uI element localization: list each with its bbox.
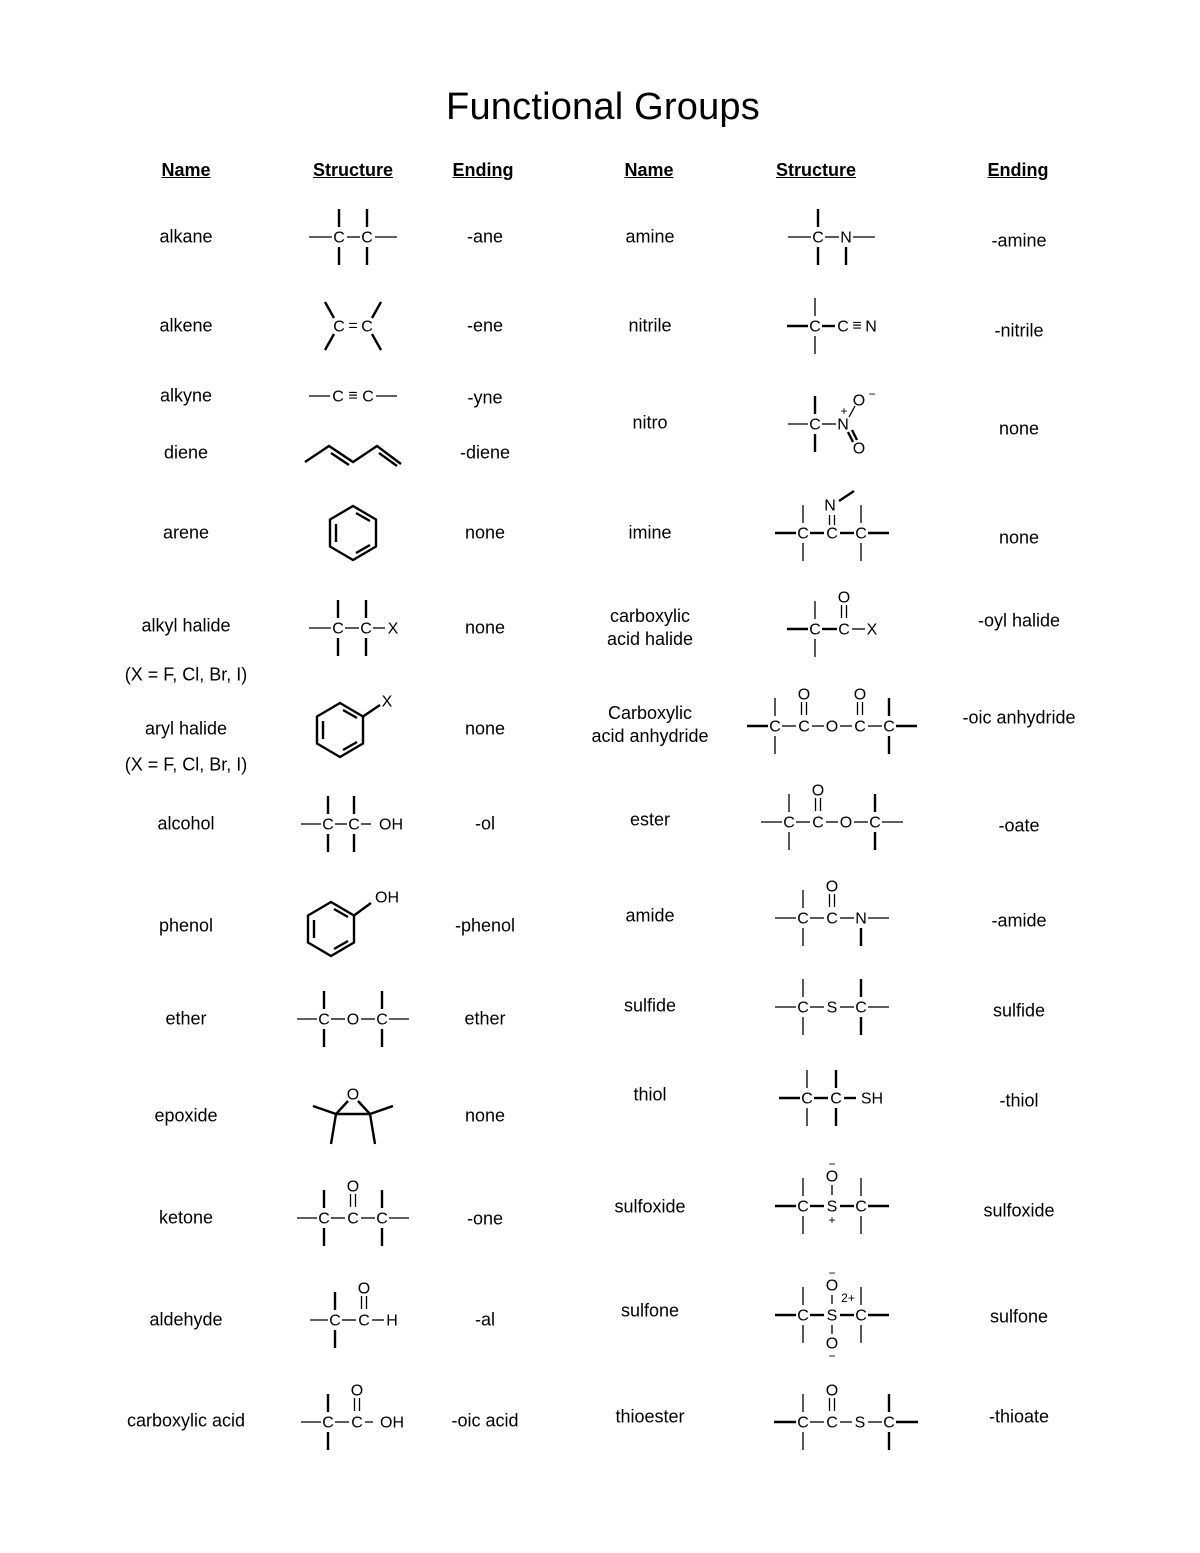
svg-text:O: O	[825, 1168, 839, 1186]
svg-text:O: O	[825, 1382, 839, 1400]
row-name: alkyl halide	[141, 615, 231, 636]
header-right-ending: Ending	[987, 160, 1049, 180]
row-name: amide	[625, 905, 675, 926]
svg-text:+: +	[828, 1213, 836, 1227]
row-name: arene	[162, 522, 210, 543]
svg-text:S: S	[826, 999, 838, 1017]
svg-text:O: O	[825, 1335, 839, 1353]
svg-text:C: C	[801, 1090, 813, 1108]
diene-structure	[301, 437, 405, 471]
alkyl-halide-structure	[303, 596, 403, 660]
row-name: diene	[163, 442, 209, 463]
row-ending: sulfone	[989, 1306, 1049, 1327]
row-ending: -ene	[466, 315, 504, 336]
thiol-structure	[776, 1066, 888, 1130]
row-ending: -one	[466, 1208, 504, 1229]
row-ending: -oyl halide	[977, 610, 1061, 631]
carboxylic-acid-structure	[297, 1383, 409, 1453]
svg-text:C: C	[360, 620, 372, 638]
row-name: Carboxylic acid anhydride	[591, 703, 709, 746]
alkene-structure	[313, 296, 393, 356]
row-ending: none	[464, 718, 506, 739]
row-ending: -nitrile	[994, 320, 1044, 341]
svg-text:2+: 2+	[841, 1291, 855, 1305]
svg-text:C: C	[318, 1210, 330, 1228]
row-name: alcohol	[157, 813, 215, 834]
svg-text:C: C	[362, 388, 374, 406]
svg-text:C: C	[348, 816, 360, 834]
row-name: nitro	[632, 412, 668, 433]
svg-text:N: N	[865, 318, 877, 336]
row-name: ether	[165, 1008, 207, 1029]
svg-text:S: S	[826, 1198, 838, 1216]
svg-text:C: C	[332, 388, 344, 406]
row-ending: none	[464, 1105, 506, 1126]
row-name: alkane	[159, 226, 213, 247]
row-ending: -amine	[991, 230, 1047, 251]
svg-text:C: C	[826, 525, 838, 543]
arene-structure	[321, 501, 385, 565]
sulfoxide-structure	[772, 1157, 892, 1244]
svg-text:C: C	[830, 1090, 842, 1108]
row-note: (X = F, Cl, Br, I)	[124, 664, 248, 685]
svg-text:C: C	[333, 229, 345, 247]
header-right-name: Name	[624, 160, 674, 180]
svg-text:O: O	[346, 1011, 360, 1029]
acid-halide-structure	[782, 590, 882, 660]
row-ending: none	[464, 617, 506, 638]
page-title: Functional Groups	[446, 86, 760, 128]
row-name: carboxylic acid	[126, 1410, 246, 1431]
row-ending: ether	[464, 1008, 506, 1029]
svg-text:C: C	[376, 1011, 388, 1029]
row-name: carboxylic acid halide	[606, 606, 694, 649]
svg-text:N: N	[837, 416, 849, 434]
svg-text:C: C	[329, 1312, 341, 1330]
amine-structure	[781, 205, 881, 269]
svg-text:−: −	[868, 387, 876, 401]
header-right-structure: Structure	[775, 160, 857, 180]
row-name: ester	[629, 809, 671, 830]
svg-text:C: C	[809, 318, 821, 336]
svg-text:O: O	[350, 1382, 364, 1400]
row-name: aldehyde	[149, 1309, 223, 1330]
row-ending: -amide	[991, 910, 1047, 931]
epoxide-structure	[308, 1084, 398, 1148]
svg-text:C: C	[322, 1414, 334, 1432]
imine-structure	[772, 484, 892, 564]
nitrile-structure	[782, 294, 882, 358]
ether-structure	[294, 987, 412, 1051]
svg-text:OH: OH	[375, 889, 399, 907]
row-ending: -oic acid	[451, 1410, 519, 1431]
svg-text:C: C	[855, 1307, 867, 1325]
svg-text:N: N	[855, 910, 867, 928]
svg-text:S: S	[826, 1307, 838, 1325]
svg-text:O: O	[357, 1280, 371, 1298]
row-ending: -al	[474, 1309, 496, 1330]
row-ending: none	[464, 522, 506, 543]
row-ending: -ol	[474, 813, 496, 834]
aryl-halide-structure	[305, 688, 395, 762]
thioester-structure	[771, 1383, 921, 1453]
svg-text:C: C	[855, 1198, 867, 1216]
svg-text:X: X	[387, 620, 399, 638]
row-ending: -yne	[467, 387, 503, 408]
header-left-name: Name	[161, 160, 211, 180]
ketone-structure	[294, 1179, 412, 1249]
row-ending: sulfide	[992, 1000, 1046, 1021]
svg-text:OH: OH	[380, 1414, 404, 1432]
svg-text:O: O	[839, 814, 853, 832]
svg-text:C: C	[826, 1414, 838, 1432]
svg-text:O: O	[825, 878, 839, 896]
svg-text:C: C	[332, 620, 344, 638]
svg-text:≡: ≡	[348, 387, 358, 405]
phenol-structure	[303, 885, 403, 959]
svg-text:O: O	[811, 782, 825, 800]
row-ending: -thioate	[988, 1406, 1050, 1427]
svg-text:O: O	[797, 686, 811, 704]
svg-text:C: C	[318, 1011, 330, 1029]
row-ending: -ane	[466, 226, 504, 247]
svg-text:SH: SH	[860, 1090, 884, 1108]
row-name: sulfide	[623, 995, 677, 1016]
row-name: alkyne	[159, 385, 213, 406]
row-name: sulfone	[620, 1300, 680, 1321]
alkane-structure	[303, 205, 403, 269]
row-ending: -thiol	[999, 1090, 1039, 1111]
sulfone-structure	[772, 1265, 892, 1361]
svg-text:O: O	[346, 1086, 360, 1104]
svg-text:C: C	[797, 525, 809, 543]
row-ending: -oic anhydride	[962, 707, 1076, 728]
row-name: thiol	[633, 1084, 667, 1105]
svg-text:C: C	[347, 1210, 359, 1228]
ester-structure	[758, 783, 906, 853]
svg-text:C: C	[361, 318, 373, 336]
svg-text:C: C	[883, 1414, 895, 1432]
svg-text:C: C	[361, 229, 373, 247]
alcohol-structure	[297, 792, 409, 856]
svg-text:≡: ≡	[852, 317, 862, 335]
row-name: nitrile	[628, 315, 672, 336]
svg-text:+: +	[840, 404, 848, 418]
svg-text:C: C	[358, 1312, 370, 1330]
svg-text:C: C	[854, 718, 866, 736]
aldehyde-structure	[306, 1281, 406, 1351]
svg-text:H: H	[386, 1312, 398, 1330]
svg-text:−: −	[828, 1266, 836, 1280]
header-left-structure: Structure	[312, 160, 394, 180]
nitro-structure	[782, 388, 882, 460]
row-name: imine	[628, 522, 672, 543]
row-name: amine	[625, 226, 675, 247]
row-name: sulfoxide	[614, 1196, 686, 1217]
svg-text:N: N	[824, 497, 836, 515]
svg-text:C: C	[797, 1414, 809, 1432]
svg-text:C: C	[809, 416, 821, 434]
anhydride-structure	[744, 687, 920, 757]
sulfide-structure	[772, 975, 892, 1039]
svg-text:C: C	[837, 318, 849, 336]
svg-text:OH: OH	[379, 816, 403, 834]
row-ending: -oate	[998, 815, 1040, 836]
row-name: epoxide	[154, 1105, 218, 1126]
svg-text:C: C	[883, 718, 895, 736]
svg-text:−: −	[828, 1157, 836, 1171]
svg-text:C: C	[797, 910, 809, 928]
svg-text:C: C	[769, 718, 781, 736]
svg-text:C: C	[838, 621, 850, 639]
row-note: (X = F, Cl, Br, I)	[124, 754, 248, 775]
svg-text:C: C	[826, 910, 838, 928]
row-ending: -phenol	[454, 915, 516, 936]
svg-text:S: S	[854, 1414, 866, 1432]
svg-text:C: C	[798, 718, 810, 736]
svg-text:C: C	[797, 1307, 809, 1325]
svg-text:C: C	[855, 525, 867, 543]
svg-text:O: O	[825, 1277, 839, 1295]
svg-text:−: −	[828, 1349, 836, 1363]
row-ending: sulfoxide	[983, 1200, 1055, 1221]
svg-text:C: C	[351, 1414, 363, 1432]
svg-text:N: N	[840, 229, 852, 247]
row-ending: -diene	[459, 442, 511, 463]
svg-text:O: O	[852, 440, 866, 458]
amide-structure	[772, 879, 892, 949]
svg-text:O: O	[346, 1178, 360, 1196]
svg-text:C: C	[809, 621, 821, 639]
svg-text:C: C	[783, 814, 795, 832]
row-name: aryl halide	[144, 718, 228, 739]
svg-text:X: X	[381, 693, 393, 711]
svg-text:O: O	[825, 718, 839, 736]
svg-text:C: C	[322, 816, 334, 834]
svg-text:O: O	[837, 589, 851, 607]
svg-text:C: C	[855, 999, 867, 1017]
svg-text:C: C	[797, 1198, 809, 1216]
svg-text:C: C	[812, 229, 824, 247]
row-name: thioester	[615, 1406, 685, 1427]
row-ending: none	[998, 418, 1040, 439]
svg-text:C: C	[869, 814, 881, 832]
svg-text:=: =	[348, 317, 358, 335]
row-name: ketone	[158, 1207, 214, 1228]
alkyne-structure	[303, 381, 403, 411]
row-ending: none	[998, 527, 1040, 548]
row-name: alkene	[159, 315, 213, 336]
svg-text:C: C	[376, 1210, 388, 1228]
svg-text:X: X	[866, 621, 878, 639]
svg-text:O: O	[853, 686, 867, 704]
svg-text:C: C	[333, 318, 345, 336]
svg-text:C: C	[797, 999, 809, 1017]
row-name: phenol	[158, 915, 214, 936]
header-left-ending: Ending	[452, 160, 514, 180]
svg-text:O: O	[852, 392, 866, 410]
svg-text:C: C	[812, 814, 824, 832]
